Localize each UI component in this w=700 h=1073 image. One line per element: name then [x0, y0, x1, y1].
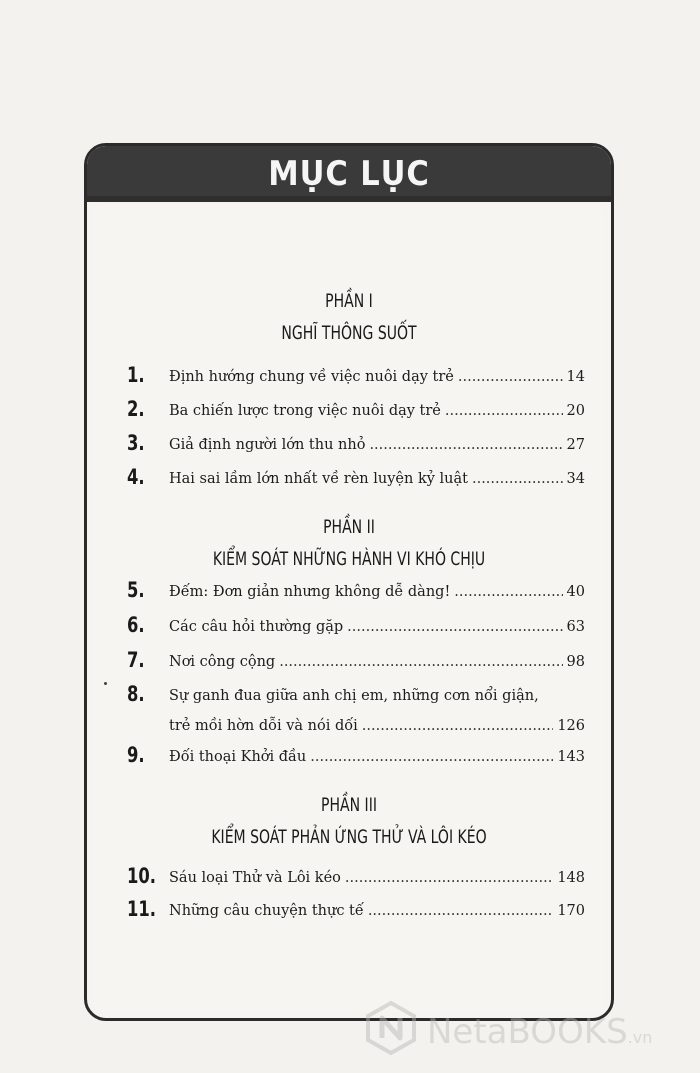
entry-number: 7. [127, 648, 145, 672]
page-title: MỤC LỤC [268, 154, 430, 194]
entry-page: 126 [557, 718, 585, 734]
entry-page: 34 [566, 471, 585, 487]
watermark [363, 1000, 663, 1060]
entry-text: Sáu loại Thử và Lôi kéo [169, 870, 341, 886]
toc-body [93, 204, 605, 1012]
leader-dots [472, 471, 563, 487]
leader-dots [279, 654, 562, 670]
entry-line [169, 903, 585, 919]
entry-number: 5. [127, 578, 145, 602]
entry-line [169, 471, 585, 487]
leader-dots [310, 749, 553, 765]
leader-dots [362, 718, 554, 734]
entry-page: 27 [566, 437, 585, 453]
entry-text: Đếm: Đơn giản nhưng không dễ dàng! [169, 584, 451, 600]
entry-line-2 [169, 718, 585, 734]
leader-dots [445, 403, 563, 419]
watermark-text [427, 1012, 652, 1052]
part-3-title: KIỂM SOÁT PHẢN ỨNG THỬ VÀ LÔI KÉO [211, 826, 487, 848]
entry-page: 14 [566, 369, 585, 385]
entry-number: 10. [127, 864, 157, 888]
leader-dots [368, 903, 554, 919]
entry-page: 148 [557, 870, 585, 886]
entry-line [169, 437, 585, 453]
part-1-title: NGHĨ THÔNG SUỐT [281, 322, 417, 344]
entry-number: 6. [127, 613, 145, 637]
entry-line [169, 654, 585, 670]
entry-page: 20 [566, 403, 585, 419]
part-3-label: PHẦN III [321, 794, 377, 816]
entry-text-line-1: Sự ganh đua giữa anh chị em, những cơn nổi giận, [169, 688, 539, 704]
entry-page: 40 [566, 584, 585, 600]
entry-text: Định hướng chung về việc nuôi dạy trẻ [169, 369, 454, 385]
part-2-label: PHẦN II [323, 516, 375, 538]
entry-line [169, 619, 585, 635]
entry-number: 2. [127, 397, 145, 421]
entry-number: 4. [127, 465, 145, 489]
entry-page: 98 [566, 654, 585, 670]
entry-text: Nơi công cộng [169, 654, 276, 670]
entry-line-1 [169, 688, 585, 704]
entry-number: 8. [127, 682, 145, 706]
toc-header [87, 146, 611, 202]
entry-line [169, 870, 585, 886]
leader-dots [345, 870, 553, 886]
watermark-main: NetaBOOKS [427, 1012, 628, 1052]
entry-line [169, 584, 585, 600]
leader-dots [454, 584, 562, 600]
entry-page: 143 [557, 749, 585, 765]
entry-text: trẻ mồi hờn dỗi và nói dối [169, 718, 358, 734]
entry-page: 170 [557, 903, 585, 919]
entry-line [169, 369, 585, 385]
entry-number: 3. [127, 431, 145, 455]
leader-dots [347, 619, 562, 635]
entry-number: 11. [127, 897, 157, 921]
part-1-label: PHẦN I [325, 290, 373, 312]
leader-dots [369, 437, 562, 453]
hexagon-n-logo-icon [363, 1000, 419, 1056]
entry-text: Những câu chuyện thực tế [169, 903, 364, 919]
entry-text: Hai sai lầm lớn nhất về rèn luyện kỷ luật [169, 471, 468, 487]
leader-dots [458, 369, 563, 385]
entry-text: Đối thoại Khởi đầu [169, 749, 307, 765]
watermark-suffix: .vn [627, 1028, 653, 1047]
entry-text: Ba chiến lược trong việc nuôi dạy trẻ [169, 403, 441, 419]
entry-text: Các câu hỏi thường gặp [169, 619, 344, 635]
toc-frame [84, 143, 614, 1021]
part-2-title: KIỂM SOÁT NHỮNG HÀNH VI KHÓ CHỊU [212, 548, 486, 570]
entry-page: 63 [566, 619, 585, 635]
print-speck [104, 682, 107, 685]
entry-number: 9. [127, 743, 145, 767]
entry-line [169, 749, 585, 765]
entry-number: 1. [127, 363, 145, 387]
entry-line [169, 403, 585, 419]
entry-text: Giả định người lớn thu nhỏ [169, 437, 366, 453]
